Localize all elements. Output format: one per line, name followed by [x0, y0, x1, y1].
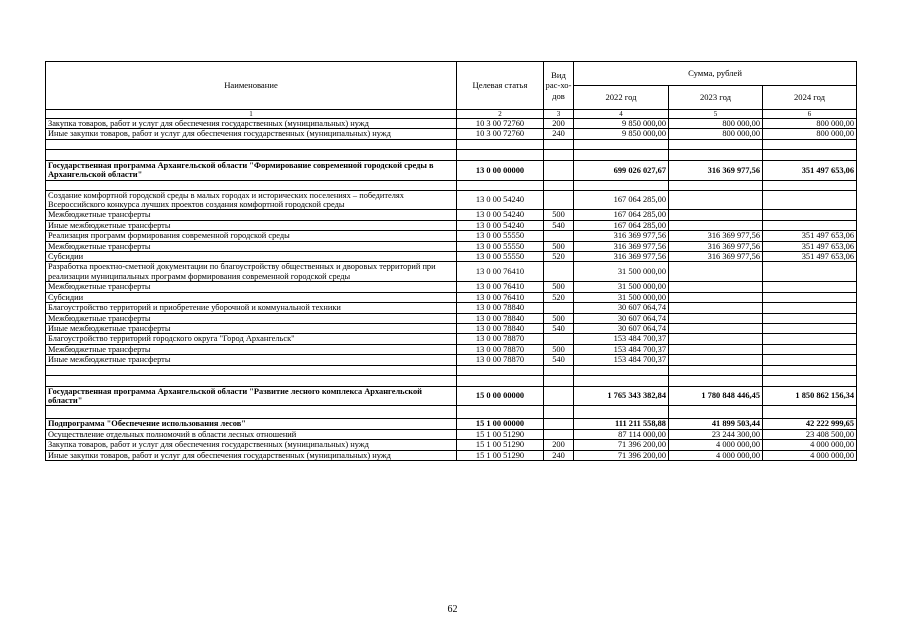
row-2024: 4 000 000,00: [763, 440, 857, 450]
row-2023: [669, 334, 763, 344]
colnum-3: 3: [544, 110, 574, 119]
spacer-row: [46, 406, 857, 419]
row-kind: [544, 419, 574, 429]
row-2022: 167 064 285,00: [574, 220, 669, 230]
row-2022: 71 396 200,00: [574, 450, 669, 460]
row-code: 13 0 00 78840: [457, 303, 544, 313]
row-2022: 111 211 558,88: [574, 419, 669, 429]
spacer-row: [46, 139, 857, 149]
row-code: 10 3 00 72760: [457, 119, 544, 129]
header-target: Целевая статья: [457, 62, 544, 110]
row-2023: 800 000,00: [669, 129, 763, 139]
row-2022: 316 369 977,56: [574, 252, 669, 262]
row-2024: [763, 292, 857, 302]
table-row: [46, 220, 857, 230]
table-row-program: [46, 386, 857, 406]
table-row: [46, 344, 857, 354]
row-2024: [763, 313, 857, 323]
row-2022: 30 607 064,74: [574, 313, 669, 323]
row-2022: 167 064 285,00: [574, 190, 669, 210]
row-2023: [669, 323, 763, 333]
row-kind: [544, 160, 574, 180]
row-2023: 316 369 977,56: [669, 241, 763, 251]
row-code: 13 0 00 54240: [457, 220, 544, 230]
table-row: [46, 323, 857, 333]
column-number-row: [46, 110, 857, 119]
table-row: [46, 129, 857, 139]
row-2022: 9 850 000,00: [574, 119, 669, 129]
row-code: 13 0 00 55550: [457, 241, 544, 251]
row-2023: 800 000,00: [669, 119, 763, 129]
row-code: 15 1 00 51290: [457, 440, 544, 450]
row-2024: [763, 344, 857, 354]
row-kind: 520: [544, 292, 574, 302]
row-name: Межбюджетные трансферты: [46, 241, 457, 251]
row-2024: [763, 220, 857, 230]
row-name: Субсидии: [46, 252, 457, 262]
table-row: [46, 440, 857, 450]
table-row: [46, 231, 857, 241]
table-row: [46, 252, 857, 262]
row-2023: 316 369 977,56: [669, 252, 763, 262]
row-kind: [544, 386, 574, 406]
row-name: Реализация программ формирования современной городской среды: [46, 231, 457, 241]
row-name: Иные закупки товаров, работ и услуг для обеспечения государственных (муниципальных) нужд: [46, 450, 457, 460]
header-row-1: [46, 62, 857, 86]
row-2024: [763, 282, 857, 292]
row-name: Создание комфортной городской среды в малых городах и исторических поселениях – победителях Всероссийского конкурса лучших проектов создания комфортной городской среды: [46, 190, 457, 210]
row-2024: 351 497 653,06: [763, 252, 857, 262]
row-code: 13 0 00 78870: [457, 355, 544, 365]
row-code: 15 1 00 51290: [457, 429, 544, 439]
row-name: Межбюджетные трансферты: [46, 210, 457, 220]
row-name: Межбюджетные трансферты: [46, 344, 457, 354]
row-kind: 500: [544, 210, 574, 220]
row-2023: [669, 292, 763, 302]
row-code: 15 1 00 00000: [457, 419, 544, 429]
row-code: 13 0 00 55550: [457, 231, 544, 241]
row-2024: 351 497 653,06: [763, 231, 857, 241]
table-row: [46, 450, 857, 460]
colnum-5: 5: [669, 110, 763, 119]
row-kind: 500: [544, 344, 574, 354]
budget-table: [45, 61, 857, 461]
page-number: 62: [447, 604, 458, 615]
colnum-1: 1: [46, 110, 457, 119]
row-2022: 31 500 000,00: [574, 292, 669, 302]
table-row: [46, 334, 857, 344]
row-2024: 42 222 999,65: [763, 419, 857, 429]
row-kind: 500: [544, 282, 574, 292]
row-kind: 200: [544, 119, 574, 129]
row-name: Закупка товаров, работ и услуг для обеспечения государственных (муниципальных) нужд: [46, 440, 457, 450]
row-name: Закупка товаров, работ и услуг для обеспечения государственных (муниципальных) нужд: [46, 119, 457, 129]
table-row-program: [46, 160, 857, 180]
row-2023: [669, 282, 763, 292]
row-2023: 23 244 300,00: [669, 429, 763, 439]
row-2022: 71 396 200,00: [574, 440, 669, 450]
row-name: Разработка проектно-сметной документации по благоустройству общественных и дворовых территорий при реализации муниципальных программ формирования современной городской среды: [46, 262, 457, 282]
row-kind: 540: [544, 323, 574, 333]
header-2023: 2023 год: [669, 86, 763, 110]
row-kind: [544, 303, 574, 313]
row-2023: [669, 303, 763, 313]
row-name: Иные закупки товаров, работ и услуг для обеспечения государственных (муниципальных) нужд: [46, 129, 457, 139]
row-kind: 540: [544, 220, 574, 230]
row-2024: [763, 303, 857, 313]
row-2023: [669, 210, 763, 220]
row-2023: 1 780 848 446,45: [669, 386, 763, 406]
header-2022: 2022 год: [574, 86, 669, 110]
table-row: [46, 429, 857, 439]
row-2023: [669, 344, 763, 354]
header-kind: Вид рас-хо-дов: [544, 62, 574, 110]
row-2023: 41 899 503,44: [669, 419, 763, 429]
row-2023: 4 000 000,00: [669, 450, 763, 460]
table-row: [46, 210, 857, 220]
row-2024: 800 000,00: [763, 129, 857, 139]
row-code: 13 0 00 00000: [457, 160, 544, 180]
spacer-row: [46, 149, 857, 160]
row-2022: 31 500 000,00: [574, 262, 669, 282]
colnum-6: 6: [763, 110, 857, 119]
row-kind: 540: [544, 355, 574, 365]
row-kind: 240: [544, 450, 574, 460]
row-2022: 9 850 000,00: [574, 129, 669, 139]
row-kind: 200: [544, 440, 574, 450]
row-2023: 316 369 977,56: [669, 231, 763, 241]
row-kind: 500: [544, 241, 574, 251]
row-2022: 30 607 064,74: [574, 323, 669, 333]
row-2022: 1 765 343 382,84: [574, 386, 669, 406]
row-name: Иные межбюджетные трансферты: [46, 323, 457, 333]
row-code: 10 3 00 72760: [457, 129, 544, 139]
row-code: 15 0 00 00000: [457, 386, 544, 406]
table-row: [46, 190, 857, 210]
row-name: Благоустройство территорий и приобретение уборочной и коммунальной техники: [46, 303, 457, 313]
colnum-4: 4: [574, 110, 669, 119]
row-2024: [763, 190, 857, 210]
row-kind: 520: [544, 252, 574, 262]
row-code: 13 0 00 78870: [457, 344, 544, 354]
row-code: 13 0 00 78840: [457, 313, 544, 323]
row-name: Подпрограмма "Обеспечение использования лесов": [46, 419, 457, 429]
row-2023: [669, 220, 763, 230]
row-2024: 351 497 653,06: [763, 241, 857, 251]
table-row: [46, 119, 857, 129]
row-2022: 153 484 700,37: [574, 334, 669, 344]
spacer-row: [46, 180, 857, 190]
spacer-row: [46, 365, 857, 375]
row-code: 13 0 00 76410: [457, 262, 544, 282]
row-name: Осуществление отдельных полномочий в области лесных отношений: [46, 429, 457, 439]
row-2024: 351 497 653,06: [763, 160, 857, 180]
row-code: 15 1 00 51290: [457, 450, 544, 460]
row-name: Благоустройство территорий городского округа "Город Архангельск": [46, 334, 457, 344]
row-2023: [669, 262, 763, 282]
row-name: Субсидии: [46, 292, 457, 302]
row-2023: 316 369 977,56: [669, 160, 763, 180]
row-name: Иные межбюджетные трансферты: [46, 220, 457, 230]
colnum-2: 2: [457, 110, 544, 119]
row-name: Государственная программа Архангельской области "Развитие лесного комплекса Архангельской области": [46, 386, 457, 406]
row-kind: 240: [544, 129, 574, 139]
header-sum: Сумма, рублей: [574, 62, 857, 86]
table-row: [46, 292, 857, 302]
table-row: [46, 241, 857, 251]
row-code: 13 0 00 54240: [457, 190, 544, 210]
row-2023: [669, 313, 763, 323]
row-name: Иные межбюджетные трансферты: [46, 355, 457, 365]
row-2022: 153 484 700,37: [574, 344, 669, 354]
row-code: 13 0 00 54240: [457, 210, 544, 220]
row-2024: 4 000 000,00: [763, 450, 857, 460]
row-2022: 316 369 977,56: [574, 241, 669, 251]
row-code: 13 0 00 55550: [457, 252, 544, 262]
header-name: Наименование: [46, 62, 457, 110]
row-code: 13 0 00 76410: [457, 292, 544, 302]
table-row: [46, 355, 857, 365]
row-kind: [544, 262, 574, 282]
row-2024: 23 408 500,00: [763, 429, 857, 439]
row-2024: [763, 355, 857, 365]
row-kind: [544, 334, 574, 344]
table-row-subprogram: [46, 419, 857, 429]
header-2024: 2024 год: [763, 86, 857, 110]
row-2022: 30 607 064,74: [574, 303, 669, 313]
row-kind: [544, 231, 574, 241]
table-row: [46, 282, 857, 292]
row-code: 13 0 00 78870: [457, 334, 544, 344]
row-kind: 500: [544, 313, 574, 323]
row-2024: 1 850 862 156,34: [763, 386, 857, 406]
row-2024: [763, 210, 857, 220]
spacer-row: [46, 375, 857, 386]
table-row: [46, 313, 857, 323]
row-2022: 316 369 977,56: [574, 231, 669, 241]
row-2022: 31 500 000,00: [574, 282, 669, 292]
row-code: 13 0 00 78840: [457, 323, 544, 333]
row-2022: 153 484 700,37: [574, 355, 669, 365]
table-row: [46, 262, 857, 282]
row-2022: 699 026 027,67: [574, 160, 669, 180]
row-name: Государственная программа Архангельской области "Формирование современной городской среды в Архангельской области": [46, 160, 457, 180]
row-kind: [544, 429, 574, 439]
row-2024: [763, 334, 857, 344]
row-2024: [763, 262, 857, 282]
row-code: 13 0 00 76410: [457, 282, 544, 292]
row-2023: 4 000 000,00: [669, 440, 763, 450]
table-row: [46, 303, 857, 313]
row-name: Межбюджетные трансферты: [46, 282, 457, 292]
row-name: Межбюджетные трансферты: [46, 313, 457, 323]
row-2022: 167 064 285,00: [574, 210, 669, 220]
row-2024: 800 000,00: [763, 119, 857, 129]
row-kind: [544, 190, 574, 210]
row-2022: 87 114 000,00: [574, 429, 669, 439]
row-2023: [669, 355, 763, 365]
row-2023: [669, 190, 763, 210]
row-2024: [763, 323, 857, 333]
